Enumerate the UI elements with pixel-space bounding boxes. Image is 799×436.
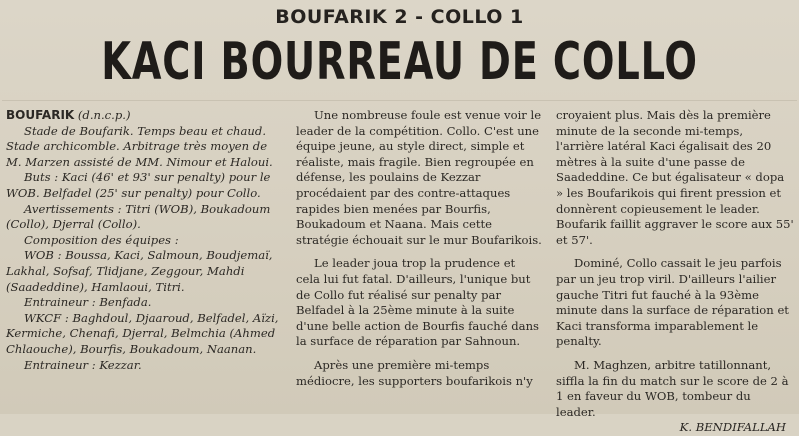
wob-lineup: WOB : Boussa, Kaci, Salmoun, Boudjemaï, Lakhal, Sofsaf, Tlidjane, Zeggour, Mahdi (Saadeddine), Hamlaoui, Titri. xyxy=(6,248,273,294)
venue-name: BOUFARIK xyxy=(6,108,75,122)
article-headline: KACI BOURREAU DE COLLO xyxy=(101,32,698,92)
cautions: Avertissements : Titri (WOB), Boukadoum (Collo), Djerral (Collo). xyxy=(6,201,271,232)
article-column-2 xyxy=(296,108,542,389)
lineups-heading: Composition des équipes : xyxy=(24,232,179,247)
venue-heading xyxy=(6,108,286,124)
wob-coach: Entraineur : Benfada. xyxy=(24,295,152,310)
article-paragraph: croyaient plus. Mais dès la première minute de la seconde mi-temps, l'arrière latéral Kaci égalisait des 20 mètres à la suite d'une passe de Saadeddine. Ce but égalisateur « dopa » les Boufarikois qui firent pression et donnèrent copieusement le leader. Boufarik faillit aggraver le score aux 55' et 57'. xyxy=(556,108,794,247)
match-score-kicker: BOUFARIK 2 - COLLO 1 xyxy=(275,6,524,28)
article-paragraph: Dominé, Collo cassait le jeu parfois par un jeu trop viril. D'ailleurs l'ailier gauche Titri fut fauché à la 93ème minute dans la surface de réparation et Kaci transforma imparablement le penalty. xyxy=(556,256,789,349)
article-column-3 xyxy=(556,108,794,436)
article-paragraph: Après une première mi-temps médiocre, les supporters boufarikois n'y xyxy=(296,357,533,388)
article-paragraph: M. Maghzen, arbitre tatillonnant, siffla la fin du match sur le score de 2 à 1 en faveur du WOB, tombeur du leader. xyxy=(556,357,789,419)
article-paragraph: Le leader joua trop la prudence et cela lui fut fatal. D'ailleurs, l'unique but de Collo fut réalisé sur penalty par Belfadel à la 25ème minute à la suite d'une belle action de Bourfis fauché dans la surface de réparation par Sahnoun. xyxy=(296,256,540,349)
match-conditions: Stade de Boufarik. Temps beau et chaud. Stade archicomble. Arbitrage très moyen de M. Marzen assisté de MM. Nimour et Haloui. xyxy=(6,123,273,169)
article-paragraph: Une nombreuse foule est venue voir le leader de la compétition. Collo. C'est une équipe jeune, au style direct, simple et réaliste, mais fragile. Bien regroupée en défense, les poulains de Kezzar procédaient par des contre-attaques rapides bien menées par Bourfis, Boukadoum et Naana. Mais cette stratégie échouait sur le mur Boufarikois. xyxy=(296,108,542,247)
author-signature: K. BENDIFALLAH xyxy=(679,420,786,435)
wkcf-lineup: WKCF : Baghdoul, Djaaroud, Belfadel, Aïzi, Kermiche, Chenafi, Djerral, Belmchia (Ahmed Chlaouche), Bourfis, Boukadoum, Naanan. xyxy=(6,310,279,356)
header-divider xyxy=(2,100,797,101)
goals: Buts : Kaci (46' et 93' sur penalty) pour le WOB. Belfadel (25' sur penalty) pour Collo. xyxy=(6,170,271,200)
wkcf-coach: Entraineur : Kezzar. xyxy=(24,357,142,372)
match-sheet-column xyxy=(6,108,286,373)
venue-note: (d.n.c.p.) xyxy=(74,108,131,122)
